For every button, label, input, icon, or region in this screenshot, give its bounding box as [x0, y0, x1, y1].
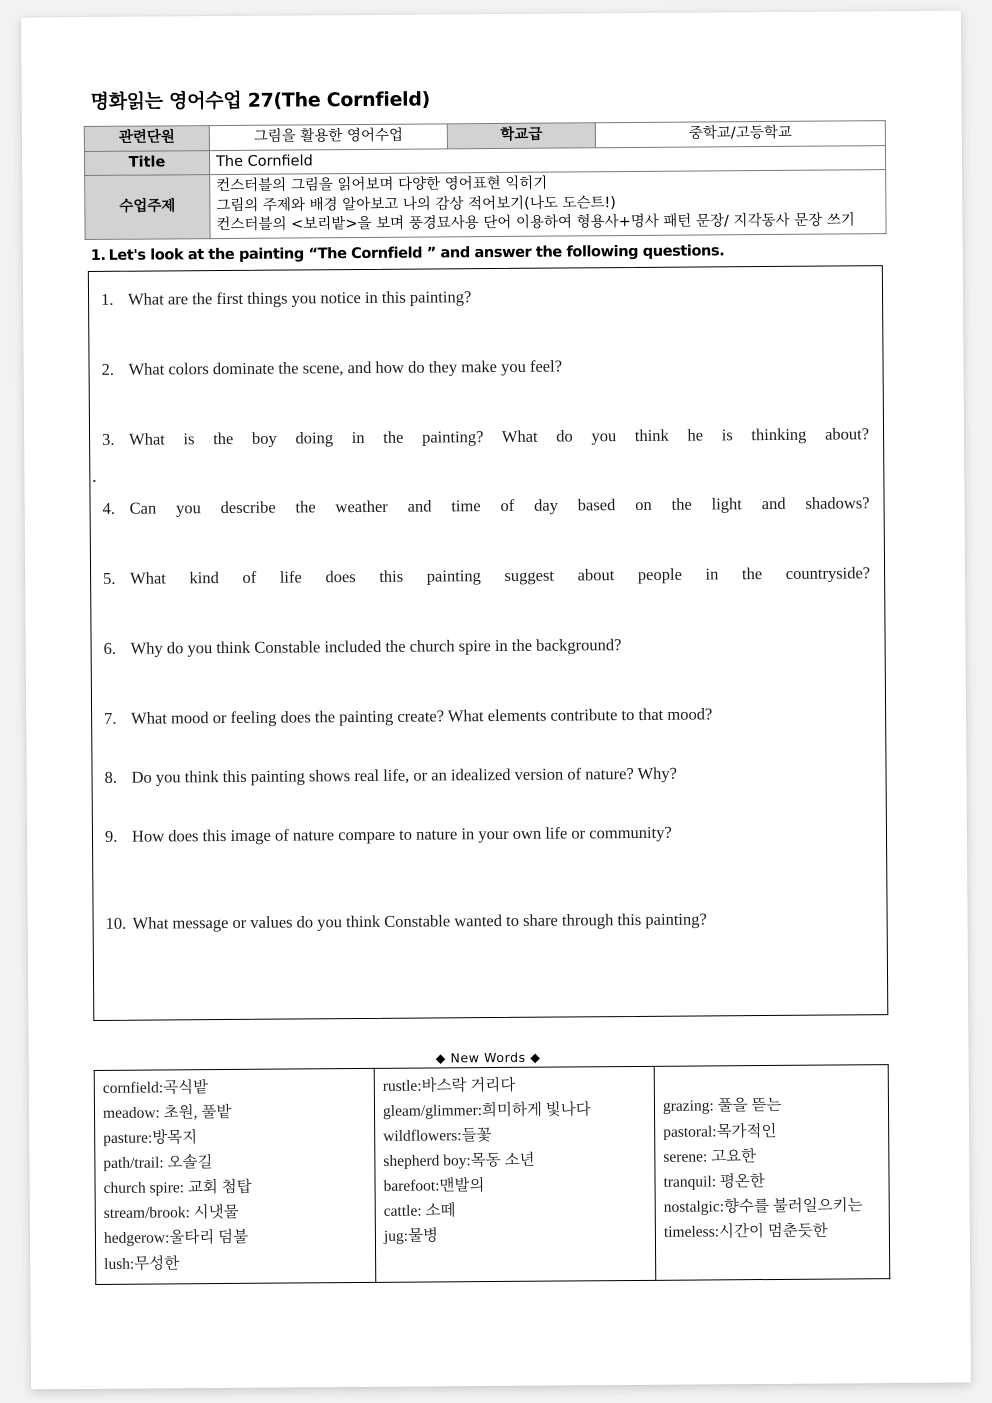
new-words-header: ◆ New Words ◆ [435, 1049, 541, 1066]
vocab-entry: wildflowers:들꽃 [383, 1127, 492, 1145]
question-number: 4. [102, 499, 116, 519]
question-number: 1. [100, 289, 114, 309]
vocab-entry: hedgerow:울타리 덤불 [103, 1229, 249, 1248]
label-related-unit: 관련단원 [84, 126, 209, 151]
question-number: 10. [105, 913, 127, 933]
topic-line-3: 컨스터블의 <보리밭>을 보며 풍경묘사용 단어 이용하여 형용사+명사 패턴 문장/ 지각동사 문장 쓰기 [216, 212, 855, 234]
question-text: Can you describe the weather and time of day based on the light and shadows? [129, 493, 870, 519]
activity-prompt [91, 241, 890, 264]
question-number: 2. [101, 359, 115, 379]
vocab-entry: rustle:바스락 거리다 [382, 1076, 516, 1095]
value-lesson-topic [210, 170, 886, 239]
vocab-entry: serene: 고요한 [663, 1147, 757, 1166]
question-item [102, 420, 869, 454]
question-item [105, 817, 872, 851]
question-text: What is the boy doing in the painting? What do you think he is thinking about? [129, 423, 870, 449]
new-words-column-3 [654, 1064, 890, 1280]
vocab-entry: tranquil: 평온한 [663, 1172, 765, 1191]
vocab-entry: path/trail: 오솔길 [103, 1154, 213, 1173]
vocab-entry: pastoral:목가적인 [663, 1122, 777, 1141]
page-title: 명화읽는 영어수업 27(The Cornfield) [90, 88, 431, 113]
vocab-entry: lush:무성한 [104, 1254, 180, 1273]
question-number: 6. [103, 638, 117, 659]
questions-box [88, 265, 888, 1021]
question-number: 5. [103, 569, 116, 589]
vocab-entry: grazing: 풀을 뜯는 [662, 1097, 782, 1116]
new-words-column-2 [374, 1066, 656, 1282]
vocab-entry: timeless:시간이 멈춘듯한 [663, 1222, 828, 1241]
value-school-level: 중학교/고등학교 [595, 121, 885, 148]
question-text: What are the first things you notice in this painting? [127, 286, 472, 309]
question-text: How does this image of nature compare to nature in your own life or community? [131, 822, 672, 846]
question-item [104, 629, 871, 663]
question-item [106, 904, 873, 938]
vocab-entry: meadow: 초원, 풀밭 [102, 1103, 232, 1122]
question-item [101, 280, 868, 314]
question-text: Do you think this painting shows real life, or an idealized version of nature? Why? [131, 763, 678, 787]
document-page [21, 11, 971, 1390]
new-words-table [94, 1064, 891, 1285]
question-item [104, 758, 871, 792]
paper-sheet [21, 11, 971, 1390]
vocab-entry: church spire: 교회 첨탑 [103, 1179, 252, 1198]
table-row-topic [85, 170, 886, 240]
lesson-info-table [84, 120, 887, 240]
question-item [104, 699, 871, 733]
question-item [102, 490, 869, 524]
vocab-entry: shepherd boy:목동 소년 [383, 1151, 535, 1170]
topic-line-1: 컨스터블의 그림을 읽어보며 다양한 영어표현 익히기 [216, 175, 548, 195]
question-item [103, 560, 870, 594]
vocab-entry: barefoot:맨발의 [383, 1177, 485, 1196]
label-lesson-topic: 수업주제 [85, 175, 210, 240]
vocab-entry: cornfield:곡식밭 [102, 1078, 209, 1097]
vocab-entry: gleam/glimmer:희미하게 빛나다 [382, 1101, 591, 1120]
label-title: Title [84, 150, 209, 175]
topic-line-2: 그림의 주제와 배경 알아보고 나의 감상 적어보기(나도 도슨트!) [216, 194, 616, 214]
question-text: What mood or feeling does the painting create? What elements contribute to that mood? [131, 704, 713, 728]
vocab-entry: nostalgic:향수를 불러일으키는 [663, 1197, 863, 1216]
vocab-entry: jug:물병 [383, 1227, 439, 1246]
question-number: 8. [104, 767, 118, 787]
question-number: 3. [102, 429, 115, 449]
vocab-entry: pasture:방목지 [103, 1129, 198, 1147]
question-number: 7. [104, 708, 117, 728]
question-text: What kind of life does this painting suggest about people in the countryside? [130, 563, 871, 588]
value-title: The Cornfield [209, 145, 885, 175]
vocab-entry: stream/brook: 시냇물 [103, 1204, 239, 1223]
activity-prompt-text: Let's look at the painting “The Cornfield ” and answer the following questions. [108, 242, 725, 264]
label-school-level: 학교급 [447, 123, 595, 149]
question-number: 9. [104, 826, 118, 846]
question-item [101, 350, 868, 384]
question-text: What message or values do you think Constable wanted to share through this painting? [132, 909, 707, 933]
stray-mark [93, 480, 95, 482]
question-text: Why do you think Constable included the church spire in the background? [130, 635, 622, 658]
value-related-unit: 그림을 활용한 영어수업 [209, 124, 447, 150]
activity-prompt-number: 1. [90, 246, 106, 264]
vocab-entry: cattle: 소떼 [383, 1202, 456, 1221]
question-text: What colors dominate the scene, and how do they make you feel? [128, 356, 563, 379]
table-row [94, 1064, 890, 1284]
new-words-column-1 [94, 1068, 376, 1284]
